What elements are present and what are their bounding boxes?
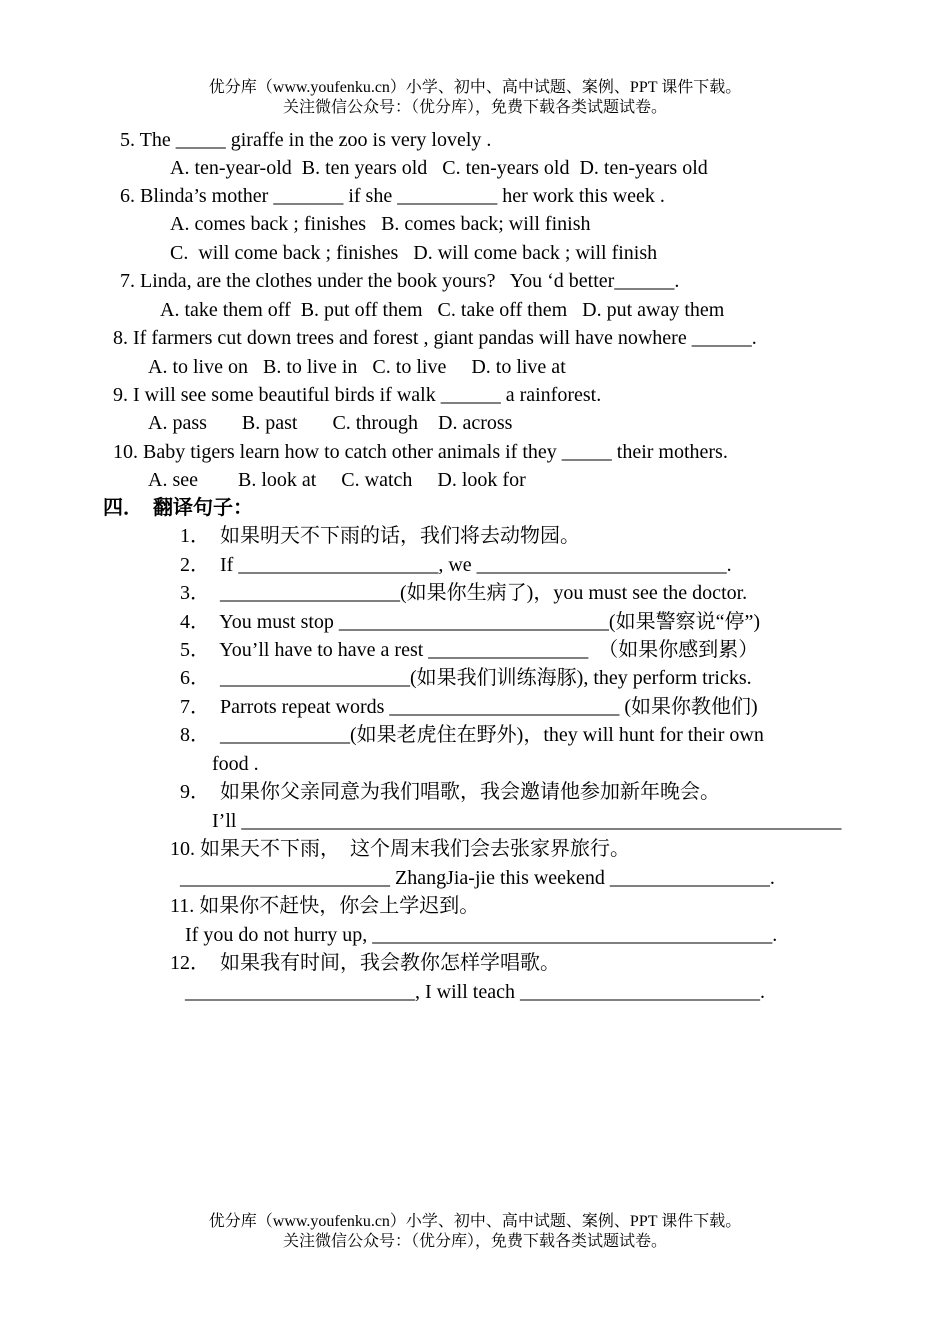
translation-item-8: 8． _____________(如果老虎住在野外)，they will hunt for their own — [180, 724, 764, 746]
translation-item-7: 7． Parrots repeat words _______________________ (如果你教他们) — [180, 696, 758, 718]
header-line-2: 关注微信公众号：（优分库），免费下载各类试题试卷。 — [282, 99, 667, 116]
footer-line-2: 关注微信公众号：（优分库），免费下载各类试题试卷。 — [282, 1233, 667, 1250]
question-6-options-1: A. comes back ; finishes B. comes back; will finish — [170, 213, 591, 235]
footer-line-1: 优分库（www.youfenku.cn）小学、初中、高中试题、案例、PPT 课件下载。 — [208, 1213, 742, 1230]
question-9-options: A. pass B. past C. through D. across — [148, 412, 513, 434]
question-10-options: A. see B. look at C. watch D. look for — [148, 469, 526, 491]
question-6-stem: 6. Blinda’s mother _______ if she __________ her work this week . — [120, 185, 665, 207]
translation-item-11-answer: If you do not hurry up, ________________________________________. — [185, 924, 778, 946]
question-7-stem: 7. Linda, are the clothes under the book yours? You ‘d better______. — [120, 270, 680, 292]
translation-item-3: 3． __________________(如果你生病了)，you must see the doctor. — [180, 582, 748, 604]
question-9-stem: 9. I will see some beautiful birds if walk ______ a rainforest. — [113, 384, 602, 406]
translation-item-10-answer: _____________________ ZhangJia-jie this weekend ________________. — [180, 867, 775, 889]
section-4-heading: 四． 翻译句子： — [103, 497, 253, 519]
translation-item-1: 1． 如果明天不下雨的话，我们将去动物园。 — [180, 525, 580, 547]
question-5-options: A. ten-year-old B. ten years old C. ten-years old D. ten-years old — [170, 157, 708, 179]
translation-item-8-cont: food . — [212, 753, 259, 775]
translation-item-12: 12． 如果我有时间，我会教你怎样学唱歌。 — [170, 952, 560, 974]
question-8-stem: 8. If farmers cut down trees and forest , giant pandas will have nowhere ______. — [113, 327, 757, 349]
translation-item-5: 5． You’ll have to have a rest ________________ （如果你感到累） — [180, 639, 759, 661]
header-line-1: 优分库（www.youfenku.cn）小学、初中、高中试题、案例、PPT 课件下载。 — [208, 79, 742, 96]
translation-item-11: 11. 如果你不赶快，你会上学迟到。 — [170, 895, 480, 917]
translation-item-9-answer: I’ll ____________________________________________________________ — [212, 810, 842, 832]
translation-item-2: 2． If ____________________, we _________________________. — [180, 554, 732, 576]
translation-item-4: 4． You must stop ___________________________(如果警察说“停”) — [180, 611, 761, 633]
translation-item-9: 9． 如果你父亲同意为我们唱歌，我会邀请他参加新年晚会。 — [180, 781, 720, 803]
question-10-stem: 10. Baby tigers learn how to catch other animals if they _____ their mothers. — [113, 441, 728, 463]
question-6-options-2: C. will come back ; finishes D. will come back ; will finish — [170, 242, 658, 264]
question-5-stem: 5. The _____ giraffe in the zoo is very lovely . — [120, 129, 492, 151]
translation-item-12-answer: _______________________, I will teach ________________________. — [185, 981, 765, 1003]
translation-item-6: 6． ___________________(如果我们训练海豚), they perform tricks. — [180, 667, 752, 689]
question-8-options: A. to live on B. to live in C. to live D. to live at — [148, 356, 566, 378]
translation-item-10: 10. 如果天不下雨， 这个周末我们会去张家界旅行。 — [170, 838, 630, 860]
question-7-options: A. take them off B. put off them C. take off them D. put away them — [160, 299, 725, 321]
